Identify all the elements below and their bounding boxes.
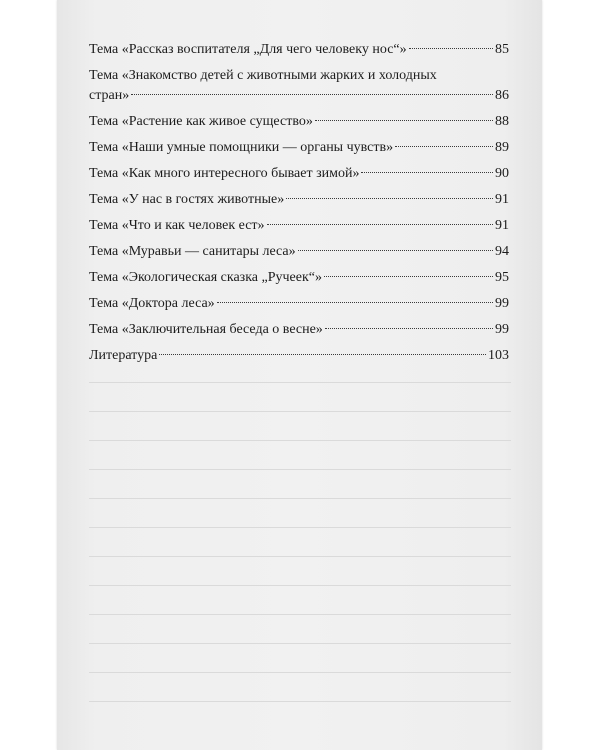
- ruled-line: [89, 411, 511, 412]
- toc-entry: [89, 40, 509, 60]
- ruled-line: [89, 701, 511, 702]
- toc-entry: [89, 216, 509, 236]
- toc-entry: [89, 164, 509, 184]
- toc-entry: [89, 294, 509, 314]
- ruled-line: [89, 585, 511, 586]
- toc-entry-title: Тема «Доктора леса»: [89, 296, 215, 311]
- dot-leader: [286, 198, 493, 199]
- toc-entry-title-line1: Тема «Знакомство детей с животными жарких и холодных: [89, 68, 437, 83]
- toc-entry-title: Тема «Наши умные помощники — органы чувств»: [89, 140, 394, 155]
- toc-entry-title: Тема «Растение как живое существо»: [89, 114, 313, 129]
- toc-entry-page: 91: [495, 192, 509, 207]
- dot-leader: [267, 224, 493, 225]
- ruled-line: [89, 498, 511, 499]
- toc-entry: [89, 320, 509, 340]
- toc-entry-title-line2: стран»: [89, 88, 130, 103]
- dot-leader: [395, 146, 493, 147]
- ruled-line: [89, 469, 511, 470]
- toc-entry-title: Тема «Как много интересного бывает зимой»: [89, 166, 360, 181]
- toc-entry-title: Тема «У нас в гостях животные»: [89, 192, 285, 207]
- toc-entry-page: 89: [495, 140, 509, 155]
- toc-entry-title: Тема «Заключительная беседа о весне»: [89, 322, 323, 337]
- dot-leader: [325, 328, 493, 329]
- toc-entry: [89, 66, 509, 106]
- toc-entry-page: 99: [495, 296, 509, 311]
- toc-entry-page: 86: [495, 88, 509, 103]
- ruled-line: [89, 382, 511, 383]
- toc-entry-page: 91: [495, 218, 509, 233]
- dot-leader: [298, 250, 493, 251]
- toc-entry: [89, 138, 509, 158]
- toc-entry-title: Тема «Что и как человек ест»: [89, 218, 265, 233]
- dot-leader: [217, 302, 493, 303]
- ruled-line: [89, 672, 511, 673]
- toc-entry: [89, 268, 509, 288]
- toc-entry-title: Тема «Рассказ воспитателя „Для чего человеку нос“»: [89, 42, 407, 57]
- toc-entry: [89, 346, 509, 366]
- ruled-line: [89, 643, 511, 644]
- dot-leader: [324, 276, 493, 277]
- dot-leader: [361, 172, 493, 173]
- ruled-line: [89, 556, 511, 557]
- toc-entry-page: 94: [495, 244, 509, 259]
- dot-leader: [159, 354, 486, 355]
- toc-entry: [89, 242, 509, 262]
- toc-entry-title: Тема «Муравьи — санитары леса»: [89, 244, 296, 259]
- dot-leader: [131, 94, 493, 95]
- toc-entry: [89, 112, 509, 132]
- toc-entry-title: Литература: [89, 348, 158, 363]
- dot-leader: [315, 120, 493, 121]
- toc-entry: [89, 190, 509, 210]
- ruled-line: [89, 614, 511, 615]
- toc-entry-title: Тема «Экологическая сказка „Ручеек“»: [89, 270, 322, 285]
- toc-entry-page: 99: [495, 322, 509, 337]
- toc-entry-page: 103: [488, 348, 509, 363]
- ruled-line: [89, 440, 511, 441]
- toc-entry-page: 88: [495, 114, 509, 129]
- toc-entry-page: 90: [495, 166, 509, 181]
- toc-entry-page: 85: [495, 42, 509, 57]
- toc-entry-page: 95: [495, 270, 509, 285]
- dot-leader: [409, 48, 493, 49]
- ruled-line: [89, 527, 511, 528]
- book-page: [57, 0, 542, 750]
- table-of-contents: [89, 40, 509, 372]
